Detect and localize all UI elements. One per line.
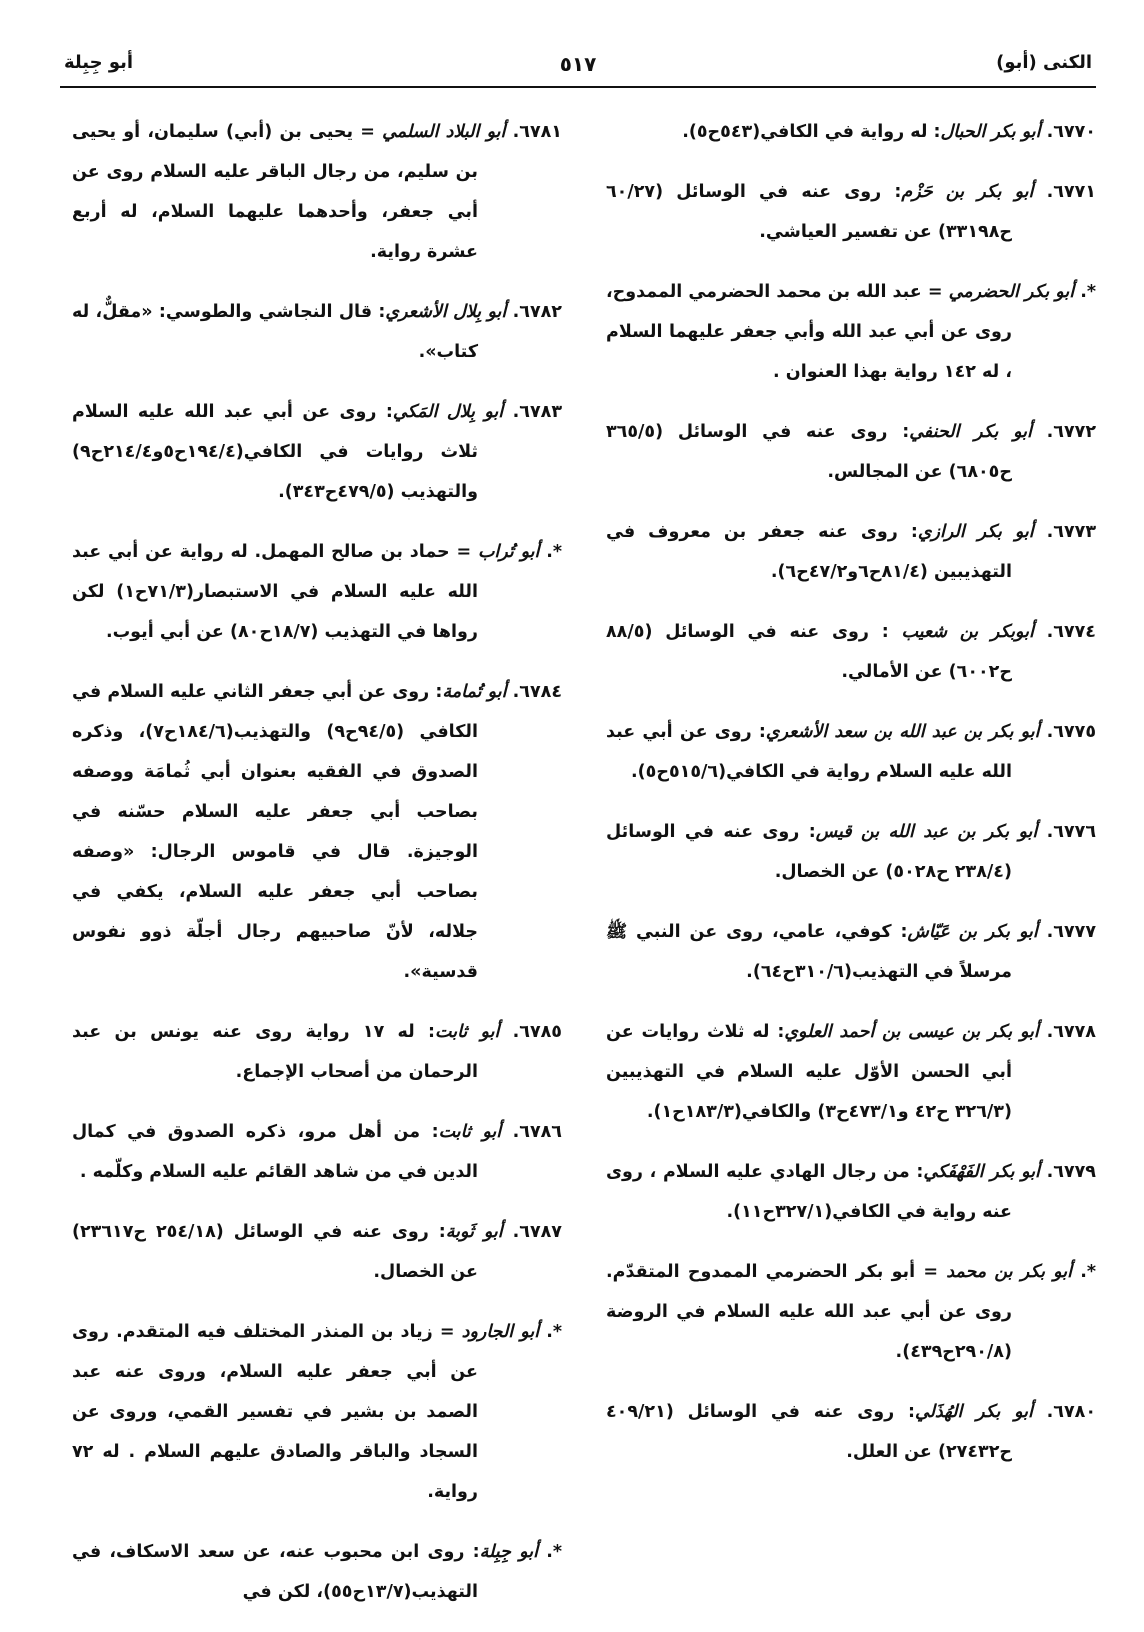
entry bbox=[72, 112, 562, 272]
entry-number: ٦٧٧٥. bbox=[1046, 722, 1097, 742]
entry-name: أبو بكر بن محمد bbox=[946, 1262, 1072, 1282]
entry-text: = يحيى بن (أبي) سليمان، أو يحيى بن سليم، من رجال الباقر عليه السلام روى عن أبي جعفر، وأحدهما عليهما السلام، له أربع عشرة رواية. bbox=[72, 122, 478, 262]
entry-number: ٦٧٧٦. bbox=[1046, 822, 1097, 842]
entry-number: *. bbox=[546, 1322, 563, 1342]
entry-name: أبو البلاد السلمي bbox=[382, 122, 506, 142]
entry-text: : له ١٧ رواية روى عنه يونس بن عبد الرحمان من أصحاب الإجماع. bbox=[72, 1022, 478, 1082]
entry bbox=[606, 172, 1096, 252]
entry-number: ٦٧٨٦. bbox=[512, 1122, 562, 1142]
entry bbox=[606, 272, 1096, 392]
entry-text: : روى عنه في الوسائل (٣٦٥/٥ ح٦٨٠٥) عن المجالس. bbox=[606, 422, 1012, 482]
page-number: ٥١٧ bbox=[559, 52, 597, 76]
entry-name: أبو بكر بن حَزْم bbox=[901, 182, 1034, 202]
entry bbox=[606, 1252, 1096, 1372]
entry bbox=[606, 612, 1096, 692]
entry-text: : روى عنه في الوسائل (٢٥٤/١٨ ح٢٣٦١٧) عن الخصال. bbox=[72, 1222, 478, 1282]
entry-name: أبو بكر بن عَيّاش bbox=[907, 922, 1038, 942]
entry bbox=[606, 412, 1096, 492]
entry bbox=[606, 1392, 1096, 1472]
entry-text: : له رواية في الكافي(٥٤٣ح٥). bbox=[682, 122, 941, 142]
entry bbox=[606, 512, 1096, 592]
entry-number: *. bbox=[546, 1542, 562, 1562]
entry-text: : كوفي، عامي، روى عن النبي ﷺ مرسلاً في التهذيب(٣١٠/٦ح٦٤). bbox=[606, 922, 1012, 982]
entry bbox=[72, 532, 562, 652]
entry-text: : روى عنه في الوسائل (٦٠/٢٧ ح٣٣١٩٨) عن تفسير العياشي. bbox=[606, 182, 1012, 242]
entry-name: أبو بكر الفَهْفَكي bbox=[923, 1162, 1040, 1182]
entry-name: أبو بكر الحضرمي bbox=[948, 282, 1075, 302]
entry bbox=[72, 1532, 562, 1612]
entry bbox=[72, 1112, 562, 1192]
entry-text: = حماد بن صالح المهمل. له رواية عن أبي عبد الله عليه السلام في الاستبصار(٧١/٣ح١) لكن رواها في التهذيب (١٨/٧ح٨٠) عن أبي أيوب. bbox=[72, 542, 478, 642]
entry-name: أبو بكر الهُذَلي bbox=[915, 1402, 1033, 1422]
entry bbox=[72, 392, 562, 512]
entry-text: : له ثلاث روايات عن أبي الحسن الأوّل عليه السلام في التهذيبين (٣٢٦/٣ ح٤٢ و٤٧٣/١ح٣) والكافي(١٨٣/٣ح١). bbox=[606, 1022, 1012, 1122]
entry bbox=[606, 1012, 1096, 1132]
entry-number: ٦٧٧٢. bbox=[1046, 422, 1097, 442]
entry-text: : روى عنه في الوسائل (٤٠٩/٢١ ح٢٧٤٣٢) عن العلل. bbox=[606, 1402, 1012, 1462]
entry bbox=[606, 1152, 1096, 1232]
entry-number: ٦٧٨١. bbox=[512, 122, 562, 142]
entry bbox=[606, 912, 1096, 992]
entry-name: أبوبكر بن شعيب bbox=[901, 622, 1034, 642]
entry-number: ٦٧٨٢. bbox=[512, 302, 562, 322]
entry-text: : روى عن أبي عبد الله عليه السلام ثلاث روايات في الكافي(١٩٤/٤ح٥و٢١٤/٤ح٩) والتهذيب (٤٧٩/٥ح٣٤٣). bbox=[72, 402, 478, 502]
entry bbox=[606, 712, 1096, 792]
entry bbox=[72, 1012, 562, 1092]
entry-number: *. bbox=[1080, 282, 1097, 302]
entry-number: ٦٧٨٤. bbox=[512, 682, 563, 702]
entry-text: : روى عنه جعفر بن معروف في التهذيبين (٨١/٤ح٦و٤٧/٢ح٦). bbox=[606, 522, 1012, 582]
header-entry-range: أبو جِبِلة bbox=[64, 52, 134, 73]
entry-number: ٦٧٧١. bbox=[1046, 182, 1096, 202]
entry-number: ٦٧٧٨. bbox=[1046, 1022, 1096, 1042]
entry-number: ٦٧٧٠. bbox=[1046, 122, 1096, 142]
entry-name: أبو بكر بن عبد الله بن قيس bbox=[815, 822, 1038, 842]
running-header bbox=[60, 52, 1096, 88]
entry-text: : روى عنه في الوسائل (٢٣٨/٤ ح٥٠٢٨) عن الخصال. bbox=[606, 822, 1012, 882]
entry-name: أبو بكر الحنفي bbox=[909, 422, 1032, 442]
entry-name: أبو جِبِلة bbox=[479, 1542, 538, 1562]
entry-number: ٦٧٨٣. bbox=[512, 402, 563, 422]
entry-text: : قال النجاشي والطوسي: «مقلٌّ، له كتاب». bbox=[72, 302, 478, 362]
entry-name: أبو بِلال الأشعري bbox=[385, 302, 507, 322]
entry-text: : روى ابن محبوب عنه، عن سعد الاسكاف، في التهذيب(١٣/٧ح٥٥)، لكن في bbox=[72, 1542, 480, 1602]
entry-name: أبو ثابت bbox=[435, 1022, 500, 1042]
entry bbox=[72, 292, 562, 372]
entry-number: ٦٧٨٧. bbox=[512, 1222, 562, 1242]
entry bbox=[606, 112, 1096, 152]
entry-name: أبو بكر الرازي bbox=[917, 522, 1034, 542]
header-section-title: الكنى (أبو) bbox=[996, 52, 1092, 73]
entry-text: = عبد الله بن محمد الحضرمي الممدوح، روى عن أبي عبد الله وأبي جعفر عليهما السلام ، له ١٤٢ رواية بهذا العنوان . bbox=[606, 282, 1012, 382]
entry-name: أبو تُمامة bbox=[442, 682, 507, 702]
entry-number: ٦٧٨٠. bbox=[1046, 1402, 1097, 1422]
entry-text: : روى عن أبي عبد الله عليه السلام رواية في الكافي(٥١٥/٦ح٥). bbox=[606, 722, 1012, 782]
entry-text: : من أهل مرو، ذكره الصدوق في كمال الدين في من شاهد القائم عليه السلام وكلّمه . bbox=[72, 1122, 478, 1182]
entry-name: أبو الجارود bbox=[461, 1322, 540, 1342]
entry-text: : روى عن أبي جعفر الثاني عليه السلام في الكافي (٩٤/٥ح٩) والتهذيب(١٨٤/٦ح٧)، وذكره الصدوق في الفقيه بعنوان أبي ثُمامَة ووصفه بصاحب أبي جعفر عليه السلام حسّنه في الوجيزة. قال في قاموس الرجال: «وصفه بصاحب أبي جعفر عليه السلام، يكفي في جلاله، لأنّ صاحبيهم رجال أجلّة ذوو نفوس قدسية». bbox=[72, 682, 478, 982]
right-column bbox=[606, 112, 1096, 1492]
entry-text: : روى عنه في الوسائل (٨٨/٥ ح٦٠٠٢) عن الأمالي. bbox=[606, 622, 1012, 682]
entry-name: أبو بكر بن عبد الله بن سعد الأشعري bbox=[765, 722, 1040, 742]
entry-number: *. bbox=[546, 542, 563, 562]
entry-name: أبو ثابت bbox=[438, 1122, 502, 1142]
entry-number: ٦٧٧٣. bbox=[1046, 522, 1097, 542]
entry-text: : من رجال الهادي عليه السلام ، روى عنه رواية في الكافي(٣٢٧/١ح١١). bbox=[606, 1162, 1012, 1222]
entry bbox=[606, 812, 1096, 892]
entry bbox=[72, 672, 562, 992]
entry-name: أبو بِلال المَكي bbox=[392, 402, 504, 422]
entry-name: أبو بكر الحبال bbox=[940, 122, 1041, 142]
entry-number: ٦٧٧٩. bbox=[1046, 1162, 1096, 1182]
entry bbox=[72, 1212, 562, 1292]
entry-number: ٦٧٨٥. bbox=[512, 1022, 562, 1042]
entry-text: = زياد بن المنذر المختلف فيه المتقدم. روى عن أبي جعفر عليه السلام، وروى عنه عبد الصمد بن بشير في تفسير القمي، وروى عن السجاد والباقر والصادق عليهم السلام . له ٧٢ رواية. bbox=[72, 1322, 478, 1502]
entry-text: = أبو بكر الحضرمي الممدوح المتقدّم. روى عن أبي عبد الله عليه السلام في الروضة (٢٩٠/٨ح٤٣٩). bbox=[606, 1262, 1012, 1362]
left-column bbox=[72, 112, 562, 1632]
entry-number: ٦٧٧٧. bbox=[1046, 922, 1097, 942]
entry-name: أبو تُراب bbox=[477, 542, 540, 562]
entry-number: *. bbox=[1080, 1262, 1096, 1282]
entry-number: ٦٧٧٤. bbox=[1046, 622, 1096, 642]
entry bbox=[72, 1312, 562, 1512]
entry-name: أبو ثَوبة bbox=[445, 1222, 503, 1242]
entry-name: أبو بكر بن عيسى بن أحمد العلوي bbox=[784, 1022, 1039, 1042]
